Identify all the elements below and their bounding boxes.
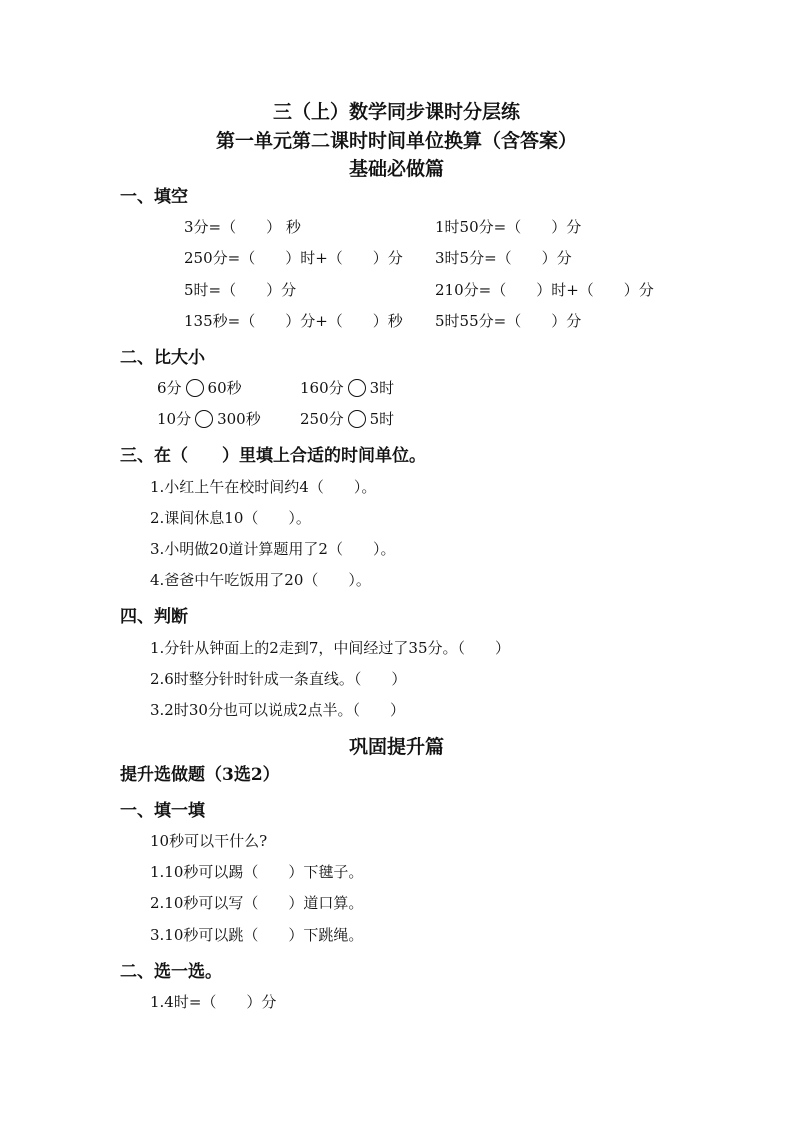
compare-circle-icon [186,379,204,397]
question-unit-1: 1.小红上午在校时间约4（ ）。 [150,478,377,496]
heading-judge: 四、判断 [120,607,188,627]
heading-fill-blank: 一、填空 [120,187,188,207]
page-subtitle: 第一单元第二课时时间单位换算（含答案） [215,130,577,152]
compare-left: 6分 [157,379,182,397]
compare-left: 250分 [300,410,344,428]
question-unit-4: 4.爸爸中午吃饭用了20（ ）。 [150,571,371,589]
question-fill-3: 250分=（ ）时+（ ）分 [184,249,403,267]
heading-fill-in: 一、填一填 [120,801,205,821]
question-choose-1: 1.4时=（ ）分 [150,993,277,1011]
question-fillin-2: 2.10秒可以写（ ）道口算。 [150,894,364,912]
section-title-advanced: 巩固提升篇 [348,736,444,758]
question-judge-2: 2.6时整分针时针成一条直线。（ ） [150,670,407,688]
question-fillin-1: 1.10秒可以踢（ ）下毽子。 [150,863,364,881]
question-fill-7: 135秒=（ ）分+（ ）秒 [184,312,403,330]
question-unit-3: 3.小明做20道计算题用了2（ ）。 [150,540,396,558]
question-unit-2: 2.课间休息10（ ）。 [150,509,311,527]
question-judge-3: 3.2时30分也可以说成2点半。（ ） [150,701,405,719]
fill-in-intro: 10秒可以干什么? [150,832,268,850]
question-fill-2: 1时50分=（ ）分 [435,218,582,236]
compare-item-2 [300,377,394,398]
page-title: 三（上）数学同步课时分层练 [272,101,520,123]
compare-right: 300秒 [217,410,261,428]
compare-left: 160分 [300,379,344,397]
question-fill-4: 3时5分=（ ）分 [435,249,572,267]
compare-circle-icon [348,379,366,397]
question-fill-6: 210分=（ ）时+（ ）分 [435,281,654,299]
compare-circle-icon [348,410,366,428]
question-fill-5: 5时=（ ）分 [184,281,297,299]
heading-time-units: 三、在（ ）里填上合适的时间单位。 [120,446,426,466]
compare-left: 10分 [157,410,192,428]
question-fill-1: 3分=（ ） 秒 [184,218,301,236]
section-title-basic: 基础必做篇 [348,158,444,180]
question-judge-1: 1.分针从钟面上的2走到7，中间经过了35分。（ ） [150,639,510,657]
compare-right: 3时 [369,379,395,397]
compare-right: 60秒 [207,379,242,397]
heading-choose: 二、选一选。 [120,962,222,982]
question-fillin-3: 3.10秒可以跳（ ）下跳绳。 [150,926,364,944]
compare-right: 5时 [369,410,395,428]
heading-compare: 二、比大小 [120,348,205,368]
compare-item-1 [157,377,242,398]
compare-circle-icon [195,410,213,428]
section-subtitle-optional: 提升选做题（3选2） [120,765,280,785]
compare-item-4 [300,408,394,429]
compare-item-3 [157,408,261,429]
question-fill-8: 5时55分=（ ）分 [435,312,582,330]
